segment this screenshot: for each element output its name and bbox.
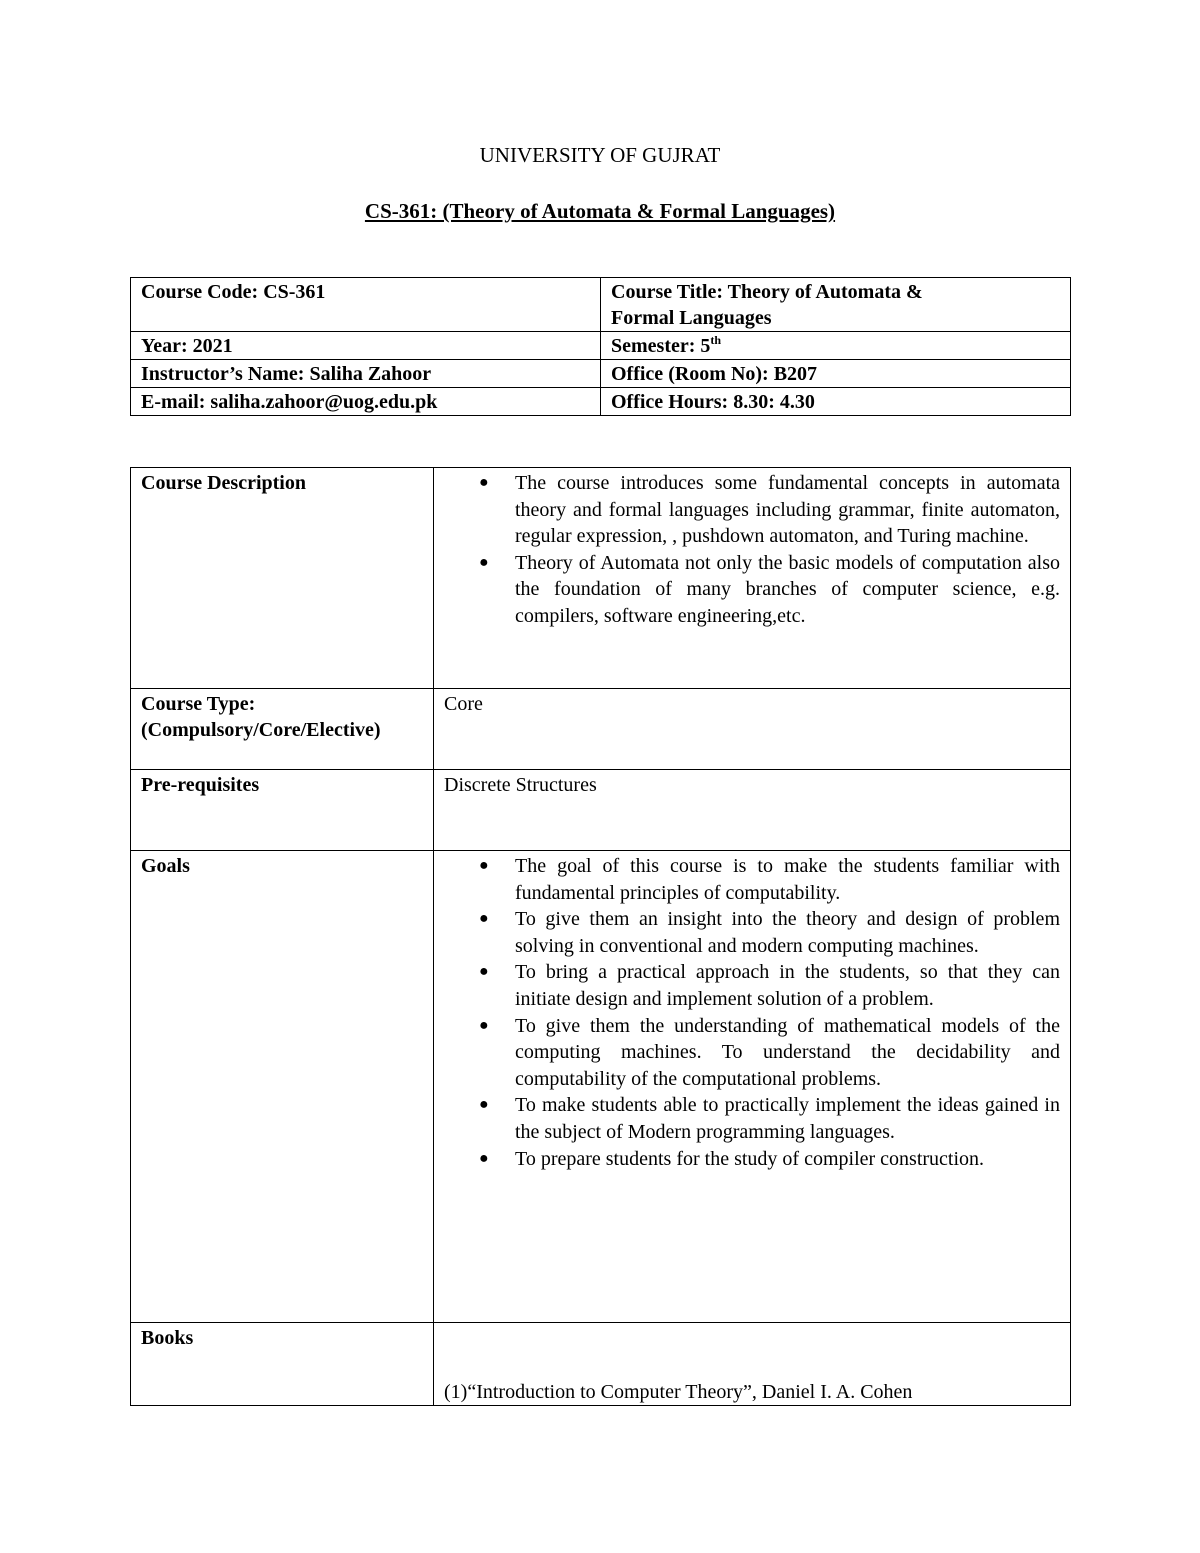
course-info-table	[130, 277, 1071, 416]
course-type-label-line1: Course Type:	[141, 693, 256, 715]
course-details-table	[130, 467, 1071, 1406]
list-item-text: To bring a practical approach in the students, so that they can initiate design and implement solution of a problem.	[515, 961, 1060, 1010]
goals-list	[444, 853, 1060, 1172]
description-row	[131, 468, 1071, 689]
bullet-icon: ●	[479, 963, 489, 981]
list-item-text: To make students able to practically implement the ideas gained in the subject of Modern programming languages.	[515, 1094, 1060, 1143]
list-item	[479, 550, 1060, 630]
bullet-icon: ●	[479, 910, 489, 928]
list-item-text: To give them an insight into the theory and design of problem solving in conventional and modern computing machines.	[515, 908, 1060, 957]
books-value	[434, 1323, 1071, 1406]
description-label: Course Description	[131, 468, 434, 689]
info-row	[131, 278, 1071, 332]
course-type-label	[131, 689, 434, 770]
course-type-value: Core	[434, 689, 1071, 770]
info-row	[131, 332, 1071, 360]
course-code: Course Code: CS-361	[131, 278, 601, 332]
list-item	[479, 853, 1060, 906]
semester	[601, 332, 1071, 360]
bullet-icon: ●	[479, 1149, 489, 1167]
bullet-icon: ●	[479, 1016, 489, 1034]
list-item	[479, 906, 1060, 959]
books-row	[131, 1323, 1071, 1406]
list-item	[479, 1146, 1060, 1173]
course-heading-text: CS-361: (Theory of Automata & Formal Languages)	[364, 199, 836, 223]
course-type-label-line2: (Compulsory/Core/Elective)	[141, 719, 381, 741]
list-item	[479, 470, 1060, 550]
list-item-text: Theory of Automata not only the basic models of computation also the foundation of many branches of computer science, e.g. compilers, software engineering,etc.	[515, 551, 1060, 627]
bullet-icon: ●	[479, 1096, 489, 1114]
office-hours: Office Hours: 8.30: 4.30	[601, 388, 1071, 416]
description-list	[444, 470, 1060, 630]
description-value	[434, 468, 1071, 689]
list-item	[479, 1013, 1060, 1093]
prerequisites-label: Pre-requisites	[131, 770, 434, 851]
course-type-row	[131, 689, 1071, 770]
semester-text: Semester: 5	[611, 335, 711, 357]
office-room: Office (Room No): B207	[601, 360, 1071, 388]
list-item-text: The course introduces some fundamental concepts in automata theory and formal languages including grammar, finite automaton, regular expression, , pushdown automaton, and Turing machine.	[515, 472, 1060, 548]
info-row	[131, 388, 1071, 416]
course-title	[601, 278, 1071, 332]
list-item-text: The goal of this course is to make the students familiar with fundamental principles of computability.	[515, 855, 1060, 904]
email: E-mail: saliha.zahoor@uog.edu.pk	[131, 388, 601, 416]
university-title: UNIVERSITY OF GUJRAT	[479, 143, 721, 167]
semester-suffix: th	[710, 333, 722, 347]
course-title-line2: Formal Languages	[611, 307, 772, 329]
books-label: Books	[131, 1323, 434, 1406]
list-item	[479, 1092, 1060, 1145]
goals-label: Goals	[131, 851, 434, 1323]
bullet-icon: ●	[479, 553, 489, 571]
list-item-text: To prepare students for the study of compiler construction.	[515, 1147, 985, 1170]
instructor-name: Instructor’s Name: Saliha Zahoor	[131, 360, 601, 388]
course-heading	[0, 197, 1200, 225]
bullet-icon: ●	[479, 474, 489, 491]
goals-row	[131, 851, 1071, 1323]
prerequisites-row	[131, 770, 1071, 851]
book-entry: (1)“Introduction to Computer Theory”, Daniel I. A. Cohen	[444, 1381, 913, 1403]
info-row	[131, 360, 1071, 388]
prerequisites-value: Discrete Structures	[434, 770, 1071, 851]
goals-value	[434, 851, 1071, 1323]
bullet-icon: ●	[479, 857, 489, 874]
list-item-text: To give them the understanding of mathematical models of the computing machines. To understand the decidability and computability of the computational problems.	[515, 1014, 1060, 1090]
year: Year: 2021	[131, 332, 601, 360]
list-item	[479, 959, 1060, 1012]
course-title-line1: Course Title: Theory of Automata &	[611, 281, 923, 303]
